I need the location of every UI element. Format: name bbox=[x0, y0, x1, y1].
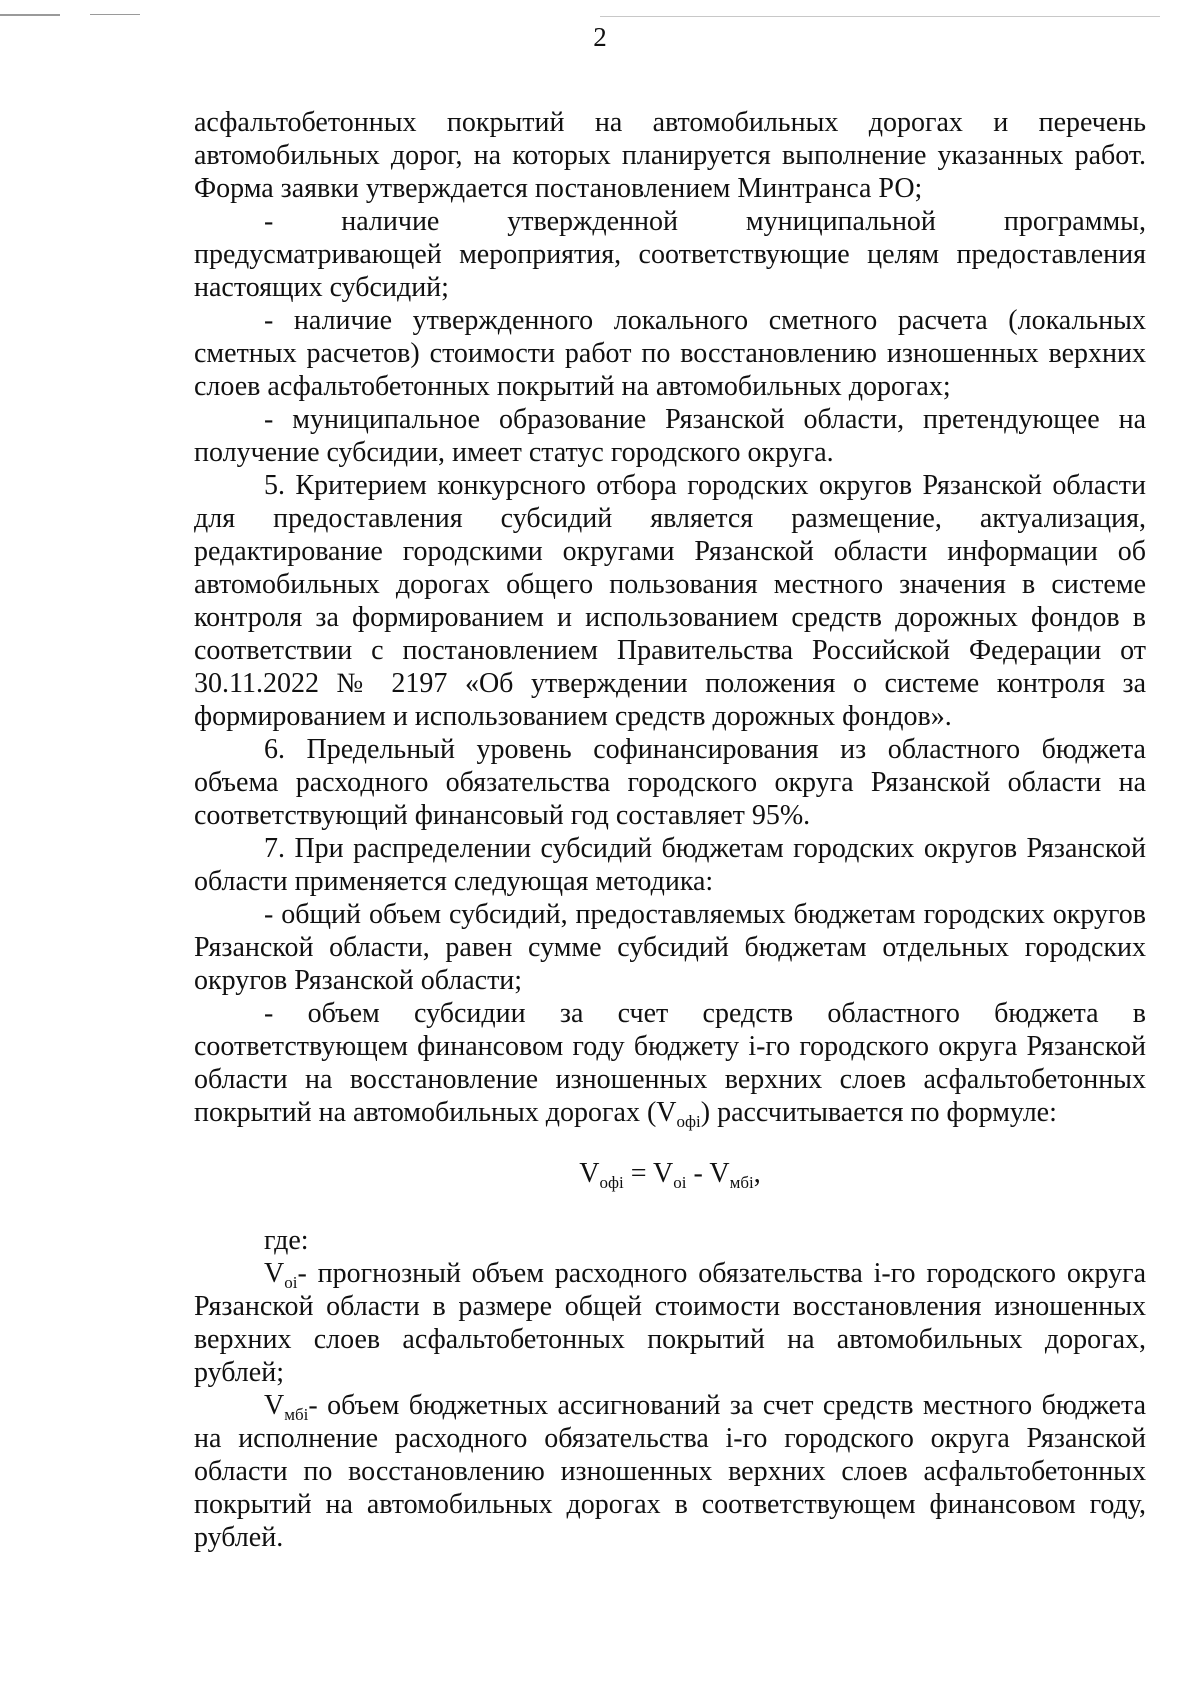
subscript: офi bbox=[676, 1112, 701, 1131]
definition bbox=[194, 1257, 1146, 1389]
paragraph: 7. При распределении субсидий бюджетам городских округов Рязанской области применяется следующая методика: bbox=[194, 833, 1146, 897]
paragraph: - общий объем субсидий, предоставляемых бюджетам городских округов Рязанской области, равен сумме субсидий бюджетам отдельных городских округов Рязанской области; bbox=[194, 899, 1146, 996]
paragraph: - муниципальное образование Рязанской области, претендующее на получение субсидии, имеет статус городского округа. bbox=[194, 404, 1146, 468]
formula-symbol: V bbox=[579, 1158, 600, 1189]
subscript: мбi bbox=[729, 1173, 754, 1192]
formula-symbol: V bbox=[709, 1158, 730, 1189]
definition bbox=[194, 1389, 1146, 1554]
formula-symbol: V bbox=[264, 1258, 285, 1289]
formula-operator: - bbox=[686, 1158, 710, 1189]
scan-artifact bbox=[0, 14, 60, 16]
formula-punct: , bbox=[753, 1158, 761, 1189]
paragraph: где: bbox=[264, 1225, 309, 1256]
subscript: оi bbox=[284, 1273, 298, 1292]
document-body bbox=[194, 106, 1146, 1554]
paragraph: 5. Критерием конкурсного отбора городских округов Рязанской области для предоставления субсидий является размещение, актуализация, редактирование городскими округами Рязанской области информации об автомобильных дорогах общего пользования местного значения в системе контроля за формированием и использованием средств дорожных фондов в соответствии с постановлением Правительства Российской Федерации от 30.11.2022 № 2197 «Об утверждении положения о системе контроля за формированием и использованием средств дорожных фондов». bbox=[194, 470, 1146, 732]
formula-symbol: V bbox=[264, 1390, 285, 1421]
paragraph: - наличие утвержденной муниципальной программы, предусматривающей мероприятия, соответствующие целям предоставления настоящих субсидий; bbox=[194, 206, 1146, 303]
paragraph: - наличие утвержденного локального сметного расчета (локальных сметных расчетов) стоимости работ по восстановлению изношенных верхних слоев асфальтобетонных покрытий на автомобильных дорогах; bbox=[194, 305, 1146, 402]
subscript: офi bbox=[599, 1173, 624, 1192]
subscript: оi bbox=[673, 1173, 687, 1192]
paragraph: 6. Предельный уровень софинансирования из областного бюджета объема расходного обязательства городского округа Рязанской области на соответствующий финансовый год составляет 95%. bbox=[194, 734, 1146, 831]
definition-text: - объем бюджетных ассигнований за счет средств местного бюджета на исполнение расходного обязательства i-го городского округа Рязанской области по восстановлению изношенных верхних слоев асфальтобетонных покрытий на автомобильных дорогах в соответствующем финансовом году, рублей. bbox=[194, 1390, 1146, 1553]
paragraph: асфальтобетонных покрытий на автомобильных дорогах и перечень автомобильных дорог, на которых планируется выполнение указанных работ. Форма заявки утверждается постановлением Минтранса РО; bbox=[194, 107, 1146, 204]
paragraph bbox=[194, 997, 1146, 1129]
definition-text: - прогнозный объем расходного обязательства i-го городского округа Рязанской области в размере общей стоимости восстановления изношенных верхних слоев асфальтобетонных покрытий на автомобильных дорогах, рублей; bbox=[194, 1258, 1146, 1388]
formula-symbol: V bbox=[653, 1158, 674, 1189]
formula bbox=[194, 1157, 1146, 1190]
formula-operator: = bbox=[623, 1158, 654, 1189]
paragraph-text: рассчитывается по формуле: bbox=[717, 1097, 1057, 1128]
scan-artifact bbox=[90, 14, 140, 15]
subscript: мбi bbox=[284, 1405, 309, 1424]
paragraph-text: ) bbox=[700, 1097, 711, 1128]
scan-artifact bbox=[600, 16, 1160, 17]
paragraph-text: - объем субсидии за счет средств областного бюджета в соответствующем финансовом году бюджету i-го городского округа Рязанской области на восстановление изношенных верхних слоев асфальтобетонных покрытий на автомобильных дорогах (V bbox=[194, 998, 1146, 1128]
page-number: 2 bbox=[593, 22, 607, 52]
